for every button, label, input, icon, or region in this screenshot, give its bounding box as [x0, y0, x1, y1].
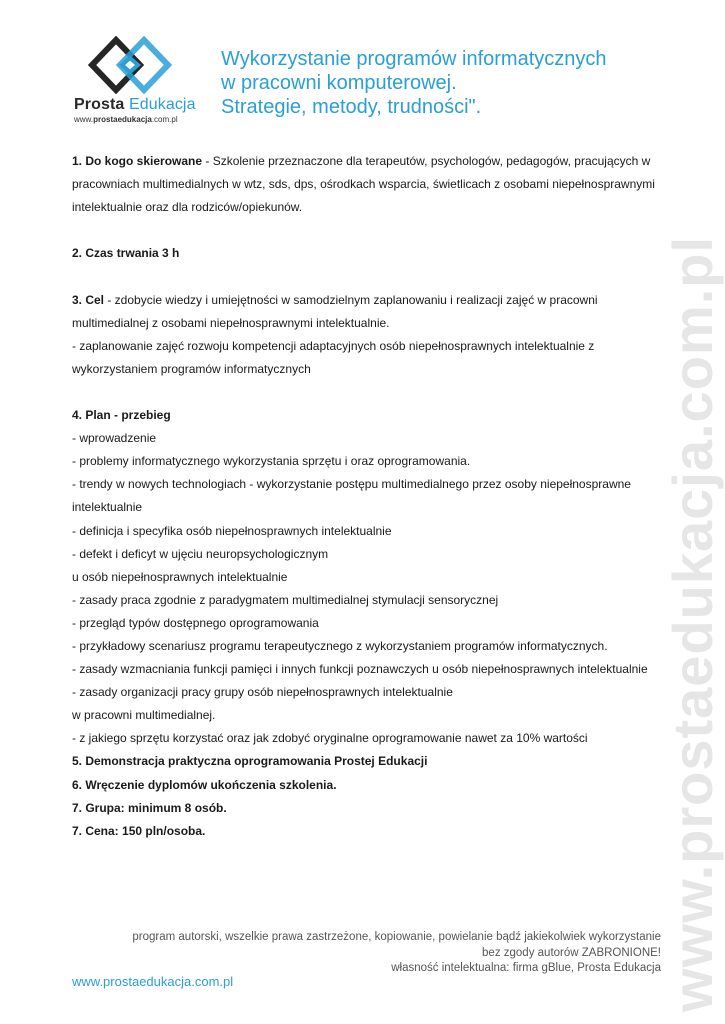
copyright-line-3: własność intelektualna: firma gBlue, Prosta Edukacja	[391, 962, 661, 974]
section-4-heading-text: 4. Plan - przebieg	[72, 408, 171, 423]
section-4-heading	[72, 404, 652, 427]
section-1-line-2: pracowniach multimedialnych w wtz, sds, dps, ośrodkach wsparcia, świetlicach z osobami niepełnosprawnymi	[72, 177, 655, 192]
title-line-3: Strategie, metody, trudności".	[221, 96, 482, 118]
section-3-line-2: multimedialnej z osobami niepełnosprawnymi intelektualnie.	[72, 315, 390, 330]
plan-item: - defekt i deficyt w ujęciu neuropsychologicznym	[72, 546, 329, 561]
document-title	[221, 47, 661, 119]
logo-name	[74, 96, 214, 114]
section-3-line-4: wykorzystaniem programów informatycznych	[72, 361, 311, 376]
section-7-price-text: 7. Cena: 150 pln/osoba.	[72, 823, 206, 838]
footer-website-link[interactable]: www.prostaedukacja.com.pl	[72, 974, 234, 989]
section-6	[72, 774, 652, 797]
logo-name-rest: Edukacja	[128, 96, 196, 113]
plan-item: - trendy w nowych technologiach - wykorzystanie postępu multimedialnego przez osoby niepełnosprawne	[72, 477, 631, 492]
section-7-group-text: 7. Grupa: minimum 8 osób.	[72, 800, 227, 815]
plan-item: intelektualnie	[72, 500, 143, 515]
plan-item: - problemy informatycznego wykorzystania sprzętu i oraz oprogramowania.	[72, 454, 471, 469]
section-3-text: - zdobycie wiedzy i umiejętności w samodzielnym zaplanowaniu i realizacji zajęć w pracowni	[104, 292, 598, 307]
plan-item: - definicja i specyfika osób niepełnosprawnych intelektualnie	[72, 523, 392, 538]
section-5-text: 5. Demonstracja praktyczna oprogramowania Prostej Edukacji	[72, 754, 428, 769]
plan-item: - przykładowy scenariusz programu terapeutycznego z wykorzystaniem programów informatycznych.	[72, 638, 608, 653]
plan-item: - zasady wzmacniania funkcji pamięci i innych funkcji poznawczych u osób niepełnosprawnych intelektualnie	[72, 662, 648, 677]
logo-url	[74, 115, 214, 124]
plan-item: - zasady praca zgodnie z paradygmatem multimedialnej stymulacji sensorycznej	[72, 592, 499, 607]
section-3-line-1	[72, 289, 652, 312]
brand-logo[interactable]	[74, 36, 214, 124]
copyright-note	[132, 930, 661, 977]
section-6-text: 6. Wręczenie dyplomów ukończenia szkolenia.	[72, 777, 337, 792]
plan-item: - z jakiego sprzętu korzystać oraz jak zdobyć oryginalne oprogramowanie nawet za 10% wartości	[72, 731, 588, 746]
logo-url-prefix: www.	[74, 115, 94, 124]
logo-url-bold: prostaedukacja	[93, 115, 152, 124]
section-5	[72, 750, 652, 773]
section-1-line-3: intelektualnie oraz dla rodziców/opiekunów.	[72, 200, 303, 215]
plan-item: u osób niepełnosprawnych intelektualnie	[72, 569, 288, 584]
plan-item: - wprowadzenie	[72, 431, 157, 446]
document-body	[72, 150, 655, 843]
section-7-price	[72, 820, 652, 843]
section-7-group	[72, 797, 652, 820]
title-line-2: w pracowni komputerowej.	[221, 72, 457, 94]
section-3-heading: 3. Cel	[72, 292, 105, 307]
section-2-heading	[72, 242, 652, 265]
vertical-watermark: www.prostaedukacja.com.pl	[661, 235, 724, 1012]
section-2-heading-text: 2. Czas trwania 3 h	[72, 246, 180, 261]
section-3-line-3: - zaplanowanie zajęć rozwoju kompetencji adaptacyjnych osób niepełnosprawnych intelektualnie z	[72, 338, 595, 353]
section-1-text: - Szkolenie przeznaczone dla terapeutów, psychologów, pedagogów, pracujących w	[202, 154, 651, 168]
logo-name-bold: Prosta	[74, 96, 125, 113]
logo-diamonds-icon	[88, 36, 172, 94]
logo-url-suffix: .com.pl	[151, 115, 178, 124]
plan-item: w pracowni multimedialnej.	[72, 708, 216, 723]
plan-item: - zasady organizacji pracy grupy osób niepełnosprawnych intelektualnie	[72, 685, 453, 700]
plan-item: - przegląd typów dostępnego oprogramowania	[72, 615, 319, 630]
section-1-heading: 1. Do kogo skierowane	[72, 154, 203, 168]
copyright-line-1: program autorski, wszelkie prawa zastrzeżone, kopiowanie, powielanie bądź jakiekolwiek wykorzystanie	[132, 931, 661, 943]
title-line-1: Wykorzystanie programów informatycznych	[221, 48, 607, 70]
copyright-line-2: bez zgody autorów ZABRONIONE!	[482, 946, 661, 959]
section-1-line-1	[72, 150, 652, 173]
